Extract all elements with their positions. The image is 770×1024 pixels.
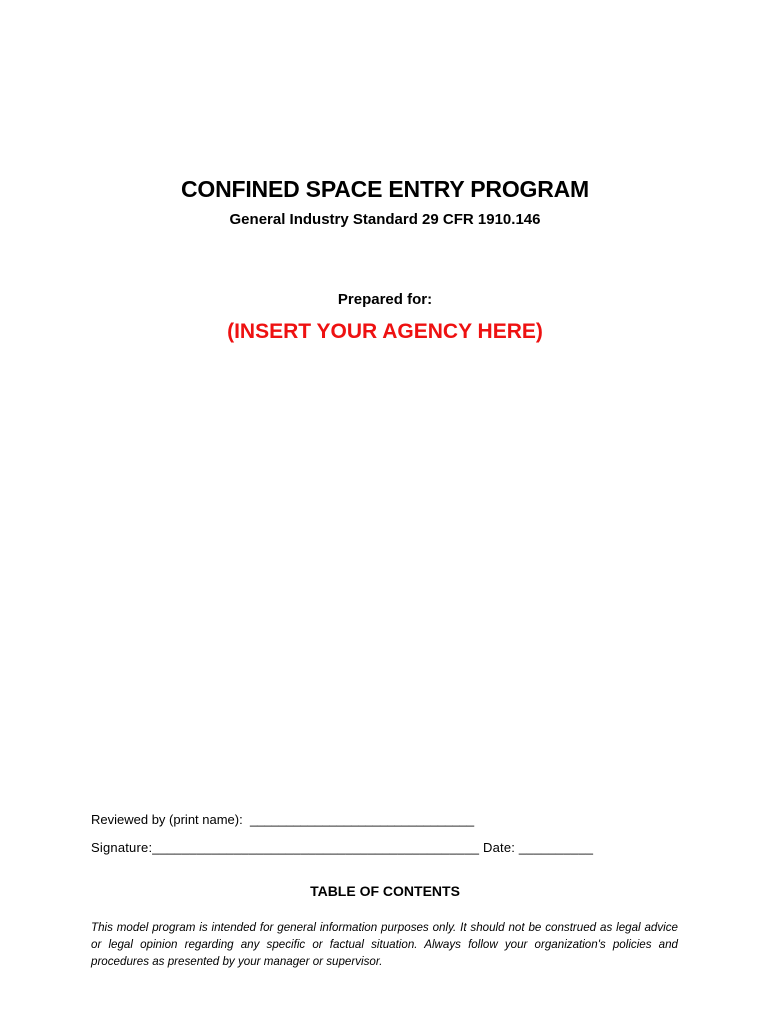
prepared-for-label: Prepared for: <box>337 291 433 308</box>
reviewed-by-line: Reviewed by (print name): _______________________________ <box>91 812 475 827</box>
document-title: CONFINED SPACE ENTRY PROGRAM <box>180 176 589 202</box>
document-subtitle: General Industry Standard 29 CFR 1910.146 <box>229 211 541 228</box>
disclaimer-text: This model program is intended for general information purposes only. It should not be construed as legal advice or legal opinion regarding any specific or factual situation. Always follow your organization's policies and procedures as presented by your manager or supervisor. <box>91 921 678 968</box>
agency-placeholder: (INSERT YOUR AGENCY HERE) <box>227 320 543 343</box>
signature-date-line: Signature:____________________________________________ Date: __________ <box>91 840 594 855</box>
table-of-contents-heading: TABLE OF CONTENTS <box>310 883 460 899</box>
